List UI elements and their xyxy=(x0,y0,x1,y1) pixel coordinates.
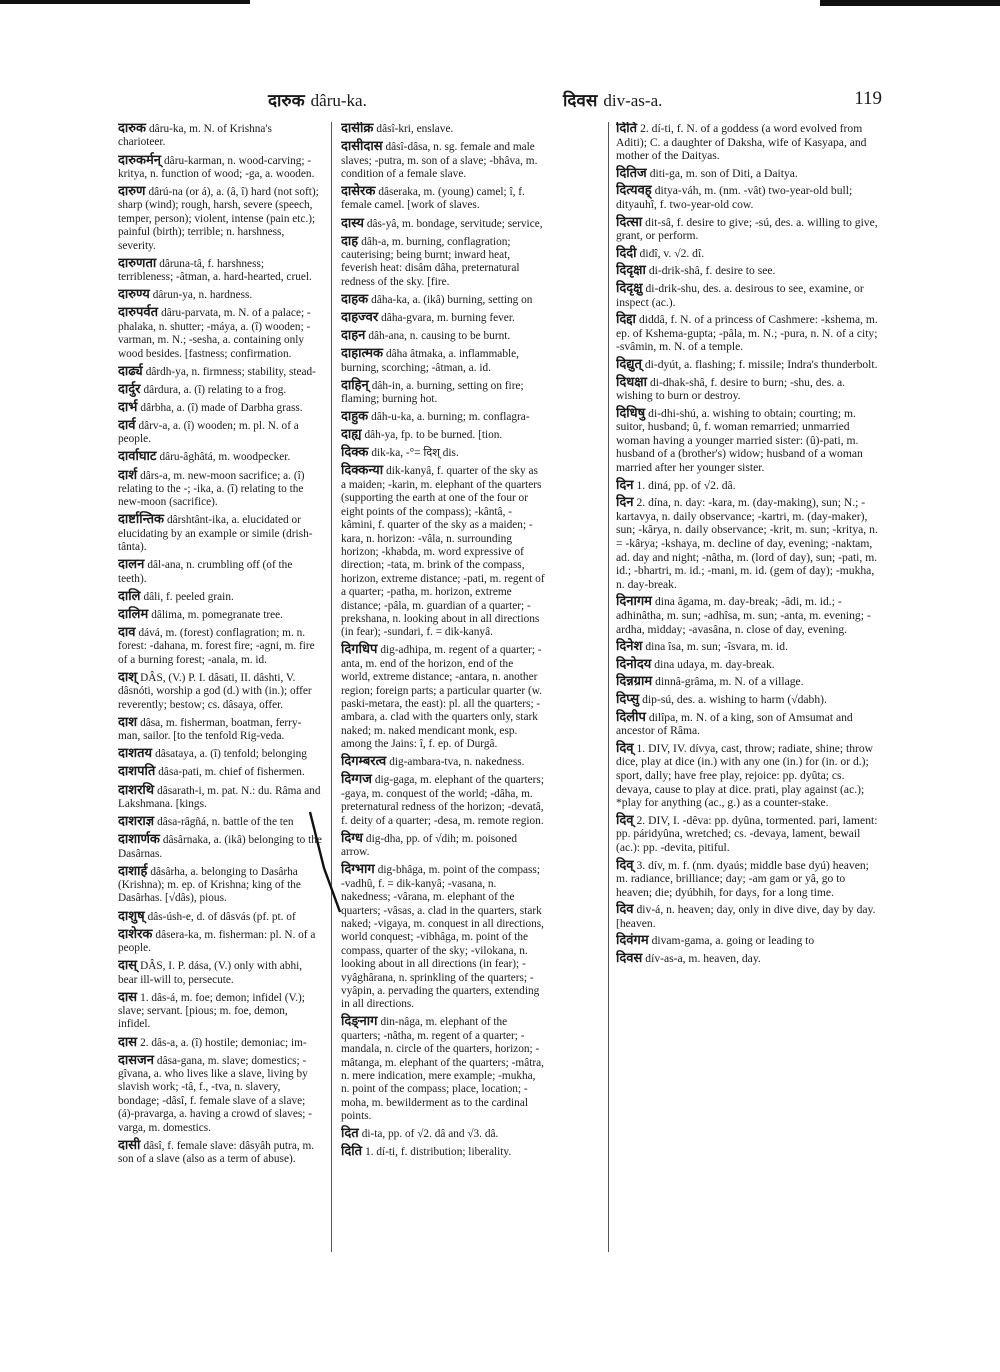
dictionary-entry xyxy=(341,217,545,231)
entry-headword-devanagari: दार्श xyxy=(118,467,138,483)
dictionary-entry xyxy=(118,288,322,302)
entry-definition: dâh-ana, n. causing to be burnt. xyxy=(368,330,511,343)
entry-definition: dig-gaga, m. elephant of the quarters; -gaya, m. conquest of the world; -dâha, m. preternatural redness of the horizon; -devatâ, f. deity of a quarter; -desa, m. remote region. xyxy=(341,774,544,827)
entry-headword-devanagari: दाशार्ह xyxy=(118,863,148,879)
entry-headword-devanagari: दाह xyxy=(341,233,359,249)
entry-headword-devanagari: दासीक्र xyxy=(341,122,374,136)
entry-headword-devanagari: दार्ष्टान्तिक xyxy=(118,512,164,528)
dictionary-entry xyxy=(341,140,545,181)
dictionary-entry xyxy=(118,122,322,150)
entry-headword-devanagari: दिनेश xyxy=(616,639,643,655)
entry-headword-devanagari: दाशुष् xyxy=(118,908,145,924)
entry-headword-devanagari: दारुपर्वत xyxy=(118,305,159,321)
entry-definition: dâsa-râgñá, n. battle of the ten xyxy=(157,816,294,828)
dictionary-entry xyxy=(118,1139,322,1167)
dictionary-entry xyxy=(616,903,882,930)
entry-headword-devanagari: दाहात्मक xyxy=(341,346,383,362)
entry-definition: dâsârnaka, a. (ikâ) belonging to the Dasârnas. xyxy=(118,834,322,860)
entry-headword-devanagari: दारुक xyxy=(118,122,147,136)
entry-headword-devanagari: दालि xyxy=(118,588,141,604)
entry-headword-devanagari: दित्यवह् xyxy=(616,183,652,199)
entry-headword-devanagari: दिव् xyxy=(616,740,634,756)
entry-headword-devanagari: दारुकर्मन् xyxy=(118,152,162,168)
entry-headword-devanagari: दिवंगम xyxy=(616,933,649,949)
entry-definition: DÂS, I. P. dása, (V.) only with abhi, bear ill-will to, persecute. xyxy=(118,960,303,986)
entry-headword-devanagari: दाह्य xyxy=(341,427,362,443)
entry-definition: dâseraka, m. (young) camel; î, f. female camel. [work of slaves. xyxy=(341,186,525,212)
entry-headword-devanagari: दाशपति xyxy=(118,764,156,780)
entry-definition: 1. diná, pp. of √2. dâ. xyxy=(636,478,736,492)
dictionary-entry xyxy=(118,928,322,956)
dictionary-entry xyxy=(616,122,882,163)
entry-definition: dâlima, m. pomegranate tree. xyxy=(151,608,283,621)
entry-definition: 1. dâs-á, m. foe; demon; infidel (V.); slave; servant. [pious; m. foe, demon, infidel. xyxy=(118,991,305,1031)
dictionary-entry xyxy=(341,464,545,639)
dictionary-entry xyxy=(118,590,322,604)
entry-headword-devanagari: दिति xyxy=(341,1144,363,1160)
entry-headword-devanagari: दासी xyxy=(118,1137,141,1153)
entry-definition: DÂS, (V.) P. I. dâsati, II. dâshti, V. dâsnóti, worship a god (d.) with (in.); offer reverently; bestow; cs. dâsaya, offer. xyxy=(118,671,312,711)
entry-definition: didî, v. √2. dî. xyxy=(639,246,705,260)
entry-definition: dává, m. (forest) conflagration; m. n. forest: -dahana, m. forest fire; -agni, m. fire of a burning forest; -anala, m. id. xyxy=(118,627,315,666)
entry-definition: dâs-úsh-e, d. of dâsvás (pf. pt. of xyxy=(147,910,296,923)
entry-headword-devanagari: दिन्नग्राम xyxy=(616,674,653,690)
dictionary-entry xyxy=(118,513,322,554)
entry-definition: dig-dha, pp. of √dih; m. poisoned arrow. xyxy=(341,832,518,859)
entry-definition: dâsârha, a. belonging to Dasârha (Krishna); m. ep. of Krishna; king of the Dasârhas. [√dâs), pious. xyxy=(118,865,301,905)
dictionary-entry xyxy=(616,282,882,309)
entry-definition: 2. DIV, I. -dêva: pp. dyûna, tormented. pari, lament: pp. páridyûna, wretched; cs. -devaya, lament, bewail (ac.): pp. -devita, pitiful. xyxy=(616,813,878,854)
entry-headword-devanagari: दिक्क xyxy=(341,445,369,461)
entry-definition: dâsî-kri, enslave. xyxy=(376,123,454,135)
dictionary-entry xyxy=(341,1145,545,1159)
page-header xyxy=(118,88,882,110)
entry-definition: dâh-a, m. burning, conflagration; cauterising; being burnt; inward heat, feverish heat: disâm dâha, preternatural redness of the sky. [fire. xyxy=(341,235,520,288)
entry-headword-devanagari: दास् xyxy=(118,958,138,974)
entry-headword-devanagari: दाहक xyxy=(341,291,369,307)
entry-headword-devanagari: दिगम्बरत्व xyxy=(341,754,387,770)
entry-definition: dârv-a, a. (î) wooden; m. pl. N. of a people. xyxy=(118,419,299,446)
entry-definition: diddâ, f. N. of a princess of Cashmere: -kshema, m. ep. of Kshema-gupta; -pâla, m. N.; -pura, n. N. of a city; -svâmin, m. N. of a temple. xyxy=(616,313,878,354)
dictionary-entry xyxy=(341,410,545,424)
dictionary-entry xyxy=(118,747,322,761)
entry-definition: divam-gama, a. going or leading to xyxy=(651,934,815,948)
dictionary-entry xyxy=(118,626,322,667)
column-divider xyxy=(608,122,609,1252)
entry-definition: dit-sâ, f. desire to give; -sú, des. a. willing to give, grant, or perform. xyxy=(616,215,878,243)
entry-definition: dív-as-a, m. heaven, day. xyxy=(645,952,761,966)
dictionary-entry xyxy=(118,383,322,397)
dictionary-entry xyxy=(616,859,882,900)
dictionary-entry xyxy=(616,313,882,354)
entry-definition: dâh-ya, fp. to be burned. [tion. xyxy=(364,429,503,442)
dictionary-entry xyxy=(118,608,322,622)
entry-definition: dig-bhâga, m. point of the compass; -vadhû, f. = dik-kanyâ; -vasana, n. nakedness; -vârana, m. elephant of the quarters; -vâsas, a. clad in the quarters, stark naked; -vigaya, m. conquest in all directions, world conquest; -vibhâga, m. point of the compass, quarter of the sky; -vilokana, n. looking about in all directions (in fear); -vyâghârana, n. sprinkling of the quarters; -vyâpin, a. pervading the quarters, extending in all directions. xyxy=(341,864,544,1011)
entry-headword-devanagari: दिवस xyxy=(616,951,643,967)
dictionary-entry xyxy=(616,216,882,243)
dictionary-column-1 xyxy=(118,122,322,1262)
scan-edge-mark-right xyxy=(820,0,1000,6)
entry-definition: dârs-a, m. new-moon sacrifice; a. (î) relating to the -; -ika, a. (î) relating to the new-moon (sacrifice). xyxy=(118,469,305,509)
entry-definition: dâs-yâ, m. bondage, servitude; service, xyxy=(366,217,543,230)
dictionary-entry xyxy=(341,832,545,860)
dictionary-entry xyxy=(118,671,322,712)
entry-definition: din-nâga, m. elephant of the quarters; -nâtha, m. regent of a quarter; -mandala, n. circle of the quarters, horizon; -mâtanga, m. elephant of the quarters; -mâtra, n. mere indication, mere example; -mukha, n. point of the compass; place, location; -moha, m. bewilderment as to the cardinal points. xyxy=(341,1016,544,1123)
entry-definition: dâsî, f. female slave: dâsyâh putra, m. son of a slave (also as a term of abuse). xyxy=(118,1139,315,1166)
dictionary-entry xyxy=(616,711,882,738)
dictionary-entry xyxy=(341,446,545,460)
entry-headword-devanagari: दिद्दा xyxy=(616,312,636,328)
entry-definition: dâsa, m. fisherman, boatman, ferry-man, sailor. [to the tenfold Rig-veda. xyxy=(118,716,302,743)
dictionary-entry xyxy=(118,1054,322,1135)
entry-definition: dâha-gvara, m. burning fever. xyxy=(381,312,515,324)
entry-headword-devanagari: दार्व xyxy=(118,417,136,433)
dictionary-entry xyxy=(616,658,882,672)
entry-headword-devanagari: दिव् xyxy=(616,857,634,873)
entry-definition: dârshtânt-ika, a. elucidated or elucidating by an example or simile (drish-tânta). xyxy=(118,514,313,554)
entry-headword-devanagari: दाहज्वर xyxy=(341,310,379,325)
dictionary-entry xyxy=(341,428,545,442)
right-headword-devanagari: दिवस xyxy=(563,91,598,111)
entry-definition: dilîpa, m. N. of a king, son of Amsumat and ancestor of Râma. xyxy=(616,710,853,738)
entry-headword-devanagari: दाहिन् xyxy=(341,377,369,393)
entry-definition: dârdh-ya, n. firmness; stability, stead- xyxy=(145,365,316,378)
entry-headword-devanagari: दाश xyxy=(118,714,138,730)
entry-definition: di-ta, pp. of √2. dâ and √3. dâ. xyxy=(361,1128,499,1141)
entry-definition: 1. dí-ti, f. distribution; liberality. xyxy=(365,1146,512,1159)
dictionary-entry xyxy=(118,815,322,829)
entry-headword-devanagari: दासजन xyxy=(118,1052,154,1068)
dictionary-entry xyxy=(341,1127,545,1141)
scan-edge-mark xyxy=(0,0,250,4)
entry-definition: dik-ka, -°= दिश् dis. xyxy=(371,447,459,460)
entry-headword-devanagari: दार्दुर xyxy=(118,381,141,397)
entry-headword-devanagari: दिङ्नाग xyxy=(341,1014,378,1030)
dictionary-entry xyxy=(118,306,322,361)
entry-definition: dina âgama, m. day-break; -âdi, m. id.; -adhinâtha, m. sun; -adhîsa, m. sun; -anta, m. evening; -ardha, midday; -avasâna, n. close of day, evening. xyxy=(616,595,871,636)
entry-definition: dina îsa, m. sun; -îsvara, m. id. xyxy=(645,640,788,654)
entry-definition: dâsarath-i, m. pat. N.: du. Râma and Lakshmana. [kings. xyxy=(118,784,321,810)
entry-definition: dik-kanyâ, f. quarter of the sky as a maiden; -karin, m. elephant of the quarters (supporting the earth at one of the four or eight points of the compass); -kântâ, -kâmini, f. quarter of the sky as a maiden; -kara, n. horizon: -vâla, n. surrounding horizon; -khabda, m. word expressive of direction; -tata, m. brink of the compass, horizon, extreme distance; -pati, m. regent of a quarter; -patha, m. horizon, extreme distance; -pâla, m. guardian of a quarter; -prekshana, n. looking about in all directions (in fear); -sundari, f. = dik-kanyâ. xyxy=(341,465,545,639)
entry-headword-devanagari: दिग्गज xyxy=(341,772,372,788)
entry-headword-devanagari: दालन xyxy=(118,557,145,573)
entry-definition: di-dhi-shú, a. wishing to obtain; courting; m. suitor, husband; û, f. woman remarried; unmarried woman having a younger married sister: (û)-pati, m. husband of a (brother's) widow; husband of a woman married after her younger sister. xyxy=(616,406,863,475)
dictionary-entry xyxy=(118,450,322,464)
dictionary-entry xyxy=(341,863,545,1011)
entry-headword-devanagari: दिन xyxy=(616,477,634,493)
dictionary-entry xyxy=(118,833,322,861)
right-headword-latin: div-as-a. xyxy=(603,91,663,110)
entry-headword-devanagari: दाहुक xyxy=(341,409,369,425)
entry-definition: dâru-âghâtá, m. woodpecker. xyxy=(159,451,291,464)
entry-definition: dârú-na (or á), a. (â, î) hard (not soft); sharp (wind); rough, harsh, severe (speech, temper, person); violent, intense (pain etc.); painful (birth); terrible; n. harshness, severity. xyxy=(118,186,319,252)
entry-definition: 2. dâs-a, a. (î) hostile; demoniac; im- xyxy=(140,1036,307,1049)
dictionary-entry xyxy=(616,247,882,261)
entry-headword-devanagari: दिधिषु xyxy=(616,405,646,421)
dictionary-entry xyxy=(118,365,322,379)
entry-definition: div-á, n. heaven; day, only in dive dive, day by day. [heaven. xyxy=(616,903,876,930)
entry-headword-devanagari: दारुणता xyxy=(118,255,157,271)
dictionary-entry xyxy=(118,959,322,987)
entry-definition: dâsa-gana, m. slave; domestics; -gîvana, a. who lives like a slave, living by slavish work; -tâ, f., -tva, n. slavery, bondage; -dâsî, f. female slave of a slave; (á)-pravarga, a. having a crowd of slaves; -varga, m. domestics. xyxy=(118,1054,312,1134)
column-divider xyxy=(331,122,332,1252)
entry-headword-devanagari: दाशतय xyxy=(118,746,153,762)
right-headword xyxy=(563,88,662,111)
entry-headword-devanagari: दितिज xyxy=(616,165,647,181)
dictionary-entry xyxy=(341,311,545,325)
entry-definition: dig-adhipa, m. regent of a quarter; -anta, m. end of the horizon, end of the world, extreme distance; -antara, n. another region; foreign parts; a particular quarter (w. paski-metara, the east): pl. all the quarters; -ambara, a. clad with the quarters only, stark naked; m. naked mendicant monk, esp. among the Jains: î, f. ep. of Durgâ. xyxy=(341,644,542,751)
entry-headword-devanagari: दिगधिप xyxy=(341,642,378,658)
dictionary-column-2 xyxy=(341,122,545,1262)
entry-definition: 2. dí-ti, f. N. of a goddess (a word evolved from Aditi); C. a daughter of Daksha, wife of Kasyapa, and mother of the Daityas. xyxy=(616,122,867,163)
dictionary-entry xyxy=(616,358,882,372)
entry-definition: diti-ga, m. son of Diti, a Daitya. xyxy=(649,166,798,180)
dictionary-entry xyxy=(341,379,545,407)
entry-headword-devanagari: दिव xyxy=(616,902,634,918)
entry-headword-devanagari: दासेरक xyxy=(341,184,376,199)
entry-definition: dâsî-dâsa, n. sg. female and male slaves; -putra, m. son of a slave; -bhâva, m. condition of a female slave. xyxy=(341,141,538,180)
dictionary-entry xyxy=(341,185,545,213)
dictionary-entry xyxy=(118,784,322,812)
entry-headword-devanagari: दार्भ xyxy=(118,399,138,415)
dictionary-entry xyxy=(341,1015,545,1123)
dictionary-entry xyxy=(616,814,882,855)
entry-headword-devanagari: दारुण xyxy=(118,184,146,199)
entry-definition: 3. dív, m. f. (nm. dyaús; middle base dyú) heaven; m. radiance, brilliance; day; -am gam or yâ, go to heaven; die; dyúbhih, for days, for a long time. xyxy=(616,858,869,899)
dictionary-entry xyxy=(118,154,322,182)
entry-headword-devanagari: दिधक्षा xyxy=(616,374,647,390)
dictionary-entry xyxy=(616,264,882,278)
entry-definition: dâli, f. peeled grain. xyxy=(143,590,234,603)
entry-headword-devanagari: दाशरथि xyxy=(118,782,155,798)
dictionary-entry xyxy=(118,716,322,744)
entry-definition: 2. dína, n. day: -kara, m. (day-making), sun; N.; -kartavya, n. daily observance; -kartri, m. (day-maker), sun; -kârya, n. daily observance; -krit, m. sun; -kritya, n. = -kârya; -kshaya, m. decline of day, evening; -naktam, ad. day and night; -nâtha, m. (lord of day), sun; -pati, m. id.; -bhartri, m. id.; -mani, m. id. (gem of day); -mukha, n. day-break. xyxy=(616,496,878,591)
entry-definition: dig-ambara-tva, n. nakedness. xyxy=(389,756,525,769)
entry-headword-devanagari: दिलीप xyxy=(616,709,646,725)
page-number: 119 xyxy=(854,88,882,109)
dictionary-entry xyxy=(616,595,882,636)
entry-definition: 1. DIV, IV. dívya, cast, throw; radiate, shine; throw dice, play at dice (in.) with any one (in.) for (in. or d.); sport, dally; have free play, rejoice: pp. dyûta; cs. devaya, cause to play at dice. prati, play against (ac.); *play for anything (ac., g.) as a counter-stake. xyxy=(616,741,874,810)
dictionary-entry xyxy=(118,1036,322,1050)
dictionary-entry xyxy=(616,742,882,810)
dictionary-entry xyxy=(616,496,882,591)
entry-definition: dâru-ka, m. N. of Krishna's charioteer. xyxy=(118,123,272,149)
dictionary-entry xyxy=(118,991,322,1032)
left-headword-devanagari: दारुक xyxy=(268,91,305,111)
entry-definition: dâh-in, a. burning, setting on fire; flaming; burning hot. xyxy=(341,379,524,406)
entry-definition: dâh-u-ka, a. burning; m. conflagra- xyxy=(371,411,530,424)
dictionary-entry xyxy=(616,640,882,654)
entry-headword-devanagari: दारुण्य xyxy=(118,287,150,303)
left-headword xyxy=(268,88,367,111)
dictionary-entry xyxy=(118,401,322,415)
dictionary-entry xyxy=(616,376,882,403)
dictionary-entry xyxy=(341,293,545,307)
entry-headword-devanagari: दिन xyxy=(616,495,634,511)
entry-headword-devanagari: दिदी xyxy=(616,245,637,261)
entry-definition: ditya-váh, m. (nm. -vât) two-year-old bull; dityauhî, f. two-year-old cow. xyxy=(616,184,853,211)
entry-headword-devanagari: दिदृक्षा xyxy=(616,263,646,279)
dictionary-entry xyxy=(616,407,882,475)
dictionary-entry xyxy=(118,185,322,253)
entry-definition: di-dhak-shâ, f. desire to burn; -shu, des. a. wishing to burn or destroy. xyxy=(616,375,846,403)
entry-headword-devanagari: दार्ढ्य xyxy=(118,363,143,379)
entry-definition: di-drik-shâ, f. desire to see. xyxy=(648,264,776,278)
dictionary-entry xyxy=(118,910,322,924)
dictionary-entry xyxy=(118,469,322,510)
dictionary-entry xyxy=(341,773,545,828)
dictionary-entry xyxy=(616,934,882,948)
entry-headword-devanagari: दित xyxy=(341,1126,359,1142)
entry-headword-devanagari: दिव् xyxy=(616,812,634,828)
dictionary-entry xyxy=(341,329,545,343)
entry-headword-devanagari: दाशार्णक xyxy=(118,832,160,848)
entry-definition: dâruna-tâ, f. harshness; terribleness; -âtman, a. hard-hearted, cruel. xyxy=(118,257,312,284)
entry-headword-devanagari: दाशराज्ञ xyxy=(118,814,155,829)
entry-headword-devanagari: दाश् xyxy=(118,669,138,685)
entry-headword-devanagari: दाहन xyxy=(341,328,366,344)
entry-definition: dâsa-pati, m. chief of fishermen. xyxy=(158,766,305,779)
dictionary-entry xyxy=(118,257,322,285)
dictionary-entry xyxy=(341,755,545,769)
dictionary-entry xyxy=(616,675,882,689)
dictionary-entry xyxy=(341,235,545,290)
entry-headword-devanagari: दास xyxy=(118,989,138,1005)
entry-headword-devanagari: दिदृक्षु xyxy=(616,280,643,296)
dictionary-entry xyxy=(616,184,882,211)
entry-headword-devanagari: दित्सा xyxy=(616,214,643,230)
ink-stroke-mark xyxy=(306,808,346,918)
entry-definition: dâha-ka, a. (ikâ) burning, setting on xyxy=(371,293,533,306)
entry-definition: dârdura, a. (î) relating to a frog. xyxy=(143,383,287,396)
entry-headword-devanagari: दास्य xyxy=(341,215,364,231)
dictionary-entry xyxy=(616,167,882,181)
entry-headword-devanagari: दिति xyxy=(616,122,638,136)
entry-definition: dâl-ana, n. crumbling off (of the teeth). xyxy=(118,559,293,585)
left-headword-latin: dâru-ka. xyxy=(310,91,367,110)
dictionary-entry xyxy=(341,347,545,375)
dictionary-entry xyxy=(341,122,545,136)
entry-headword-devanagari: दिक्कन्या xyxy=(341,463,384,479)
entry-headword-devanagari: दालिम xyxy=(118,606,149,622)
entry-headword-devanagari: दास xyxy=(118,1034,138,1050)
entry-definition: dâru-parvata, m. N. of a palace; -phalaka, n. shutter; -máya, a. (î) wooden; -varman, m. N.; -sesha, a. containing only wood besides. [fastness; confirmation. xyxy=(118,307,311,360)
entry-headword-devanagari: दिद्युत् xyxy=(616,356,642,372)
dictionary-entry xyxy=(616,952,882,966)
entry-headword-devanagari: दासीदास xyxy=(341,139,383,155)
entry-headword-devanagari: दिनोदय xyxy=(616,656,652,672)
dictionary-entry xyxy=(341,643,545,751)
entry-definition: dârbha, a. (î) made of Darbha grass. xyxy=(140,401,303,414)
dictionary-entry xyxy=(118,419,322,447)
entry-headword-devanagari: दिनागम xyxy=(616,594,652,610)
entry-definition: dinnâ-grâma, m. N. of a village. xyxy=(655,675,804,689)
entry-definition: dina udaya, m. day-break. xyxy=(654,657,775,671)
dictionary-entry xyxy=(118,765,322,779)
entry-headword-devanagari: दाव xyxy=(118,625,136,640)
dictionary-entry xyxy=(118,558,322,586)
entry-headword-devanagari: दार्वाघाट xyxy=(118,449,157,465)
entry-definition: dâsera-ka, m. fisherman: pl. N. of a people. xyxy=(118,928,316,954)
dictionary-entry xyxy=(118,865,322,906)
entry-definition: dâru-karman, n. wood-carving; -kritya, n. function of wood; -ga, a. wooden. xyxy=(118,154,315,180)
dictionary-entry xyxy=(616,479,882,493)
entry-headword-devanagari: दिग्ध xyxy=(341,830,363,846)
entry-headword-devanagari: दिग्भाग xyxy=(341,862,375,878)
entry-headword-devanagari: दिप्सु xyxy=(616,691,640,707)
entry-definition: dâha âtmaka, a. inflammable, burning, scorching; -âtman, a. id. xyxy=(341,348,519,374)
entry-headword-devanagari: दाशेरक xyxy=(118,926,153,942)
entry-definition: dip-sú, des. a. wishing to harm (√dabh). xyxy=(642,692,827,706)
entry-definition: di-dyút, a. flashing; f. missile; Indra's thunderbolt. xyxy=(644,357,878,371)
entry-definition: di-drik-shu, des. a. desirous to see, examine, or inspect (ac.). xyxy=(616,281,864,309)
entry-definition: dârun-ya, n. hardness. xyxy=(152,289,253,302)
entry-definition: dâsataya, a. (î) tenfold; belonging xyxy=(155,748,307,761)
dictionary-entry xyxy=(616,693,882,707)
dictionary-column-3 xyxy=(616,122,882,1262)
